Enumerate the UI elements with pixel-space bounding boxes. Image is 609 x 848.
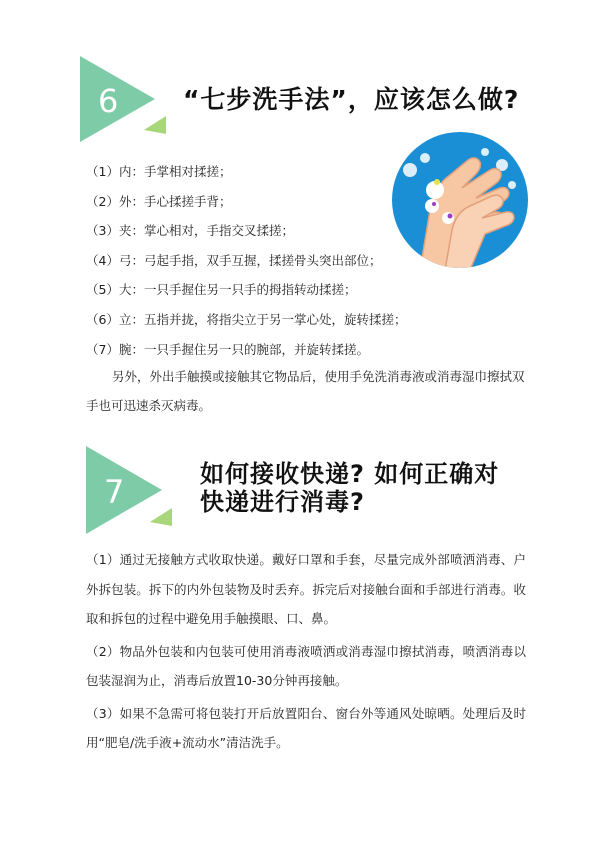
list-item: （7）腕：一只手握住另一只的腕部，并旋转揉搓。 <box>86 341 369 357</box>
badge-triangle-icon <box>80 56 170 146</box>
section-6-badge <box>80 56 170 146</box>
section-7-body <box>86 545 526 761</box>
list-item: （3）夹：掌心相对，手指交叉揉搓； <box>86 223 294 239</box>
hand-washing-icon <box>390 130 530 270</box>
paragraph: （1）通过无接触方式收取快递。戴好口罩和手套，尽量完成外部喷洒消毒、户外拆包装。拆下的内外包装物及时丢弃。拆完后对接触台面和手部进行消毒。收取和拆包的过程中避免用手触摸眼、口、鼻。 <box>86 552 526 626</box>
section-6-number: 6 <box>98 82 119 120</box>
list-item: （4）弓：弓起手指，双手互握，揉搓骨头突出部位； <box>86 252 382 268</box>
section-7-title-line-2: 快递进行消毒? <box>200 488 365 516</box>
section-7-title <box>200 460 499 516</box>
paragraph: （2）物品外包装和内包装可使用消毒液喷洒或消毒湿巾擦拭消毒，喷洒消毒以包装湿润为止，消毒后放置10-30分钟再接触。 <box>86 643 526 688</box>
section-7-number: 7 <box>104 473 125 511</box>
list-item: （2）外：手心揉搓手背； <box>86 193 232 209</box>
badge-triangle-icon <box>86 446 176 536</box>
section-7-badge <box>86 446 176 536</box>
seven-step-list <box>86 162 406 369</box>
hand-washing-illustration <box>390 130 530 274</box>
paragraph: （3）如果不急需可将包装打开后放置阳台、窗台外等通风处晾晒。处理后及时用“肥皂/洗手液+流动水”清洁洗手。 <box>86 705 526 750</box>
section-6-title: “七步洗手法”，应该怎么做? <box>183 85 520 114</box>
list-item: （1）内：手掌相对揉搓； <box>86 164 232 179</box>
section-7-title-line-1: 如何接收快递? 如何正确对 <box>200 460 500 488</box>
list-item: （6）立：五指并拢，将指尖立于另一掌心处，旋转揉搓； <box>86 311 407 327</box>
list-item: （5）大：一只手握住另一只手的拇指转动揉搓； <box>86 282 357 298</box>
section-6-note: 另外，外出手触摸或接触其它物品后，使用手免洗消毒液或消毒湿巾擦拭双手也可迅速杀灭病毒。 <box>86 369 525 413</box>
